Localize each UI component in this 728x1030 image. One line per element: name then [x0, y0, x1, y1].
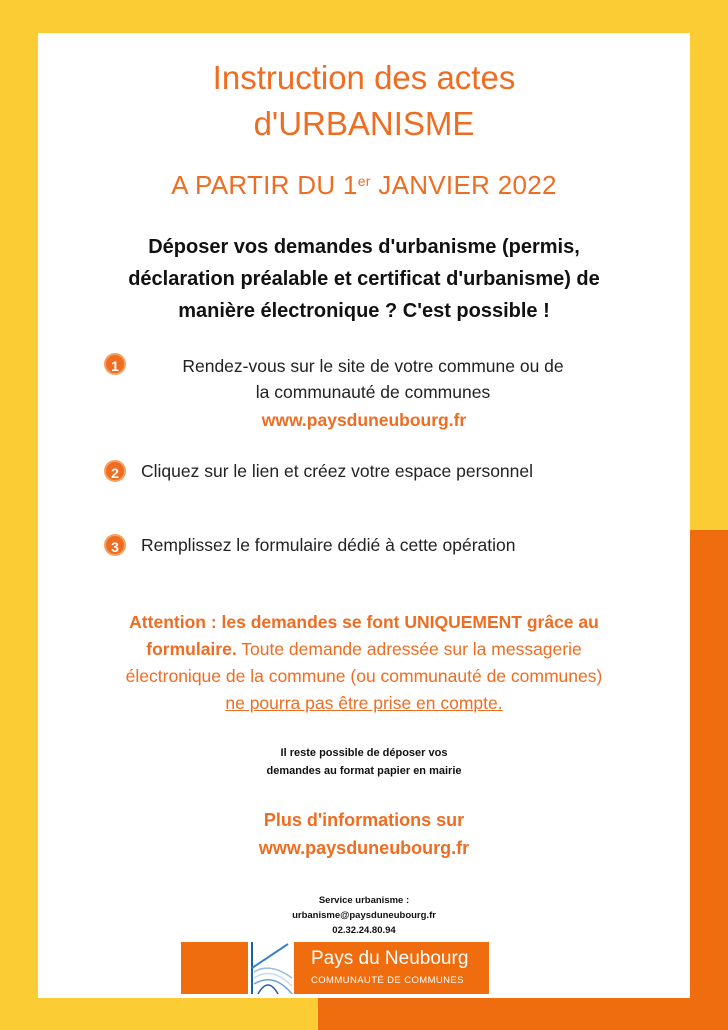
more-info-link[interactable]: www.paysduneubourg.fr	[258, 838, 470, 858]
step-3-number-icon: 3	[104, 534, 126, 556]
intro-line-1: Déposer vos demandes d'urbanisme (permis,	[148, 236, 580, 258]
step-1	[38, 351, 690, 431]
warning-underlined: ne pourra pas être prise en compte.	[225, 693, 503, 713]
step-2-number-icon: 2	[104, 460, 126, 482]
service-email[interactable]: urbanisme@paysduneubourg.fr	[292, 910, 436, 921]
step-2	[38, 458, 690, 488]
date-sup: er	[357, 173, 371, 189]
title-line-2: d'URBANISME	[253, 105, 475, 142]
title-line-1: Instruction des actes	[212, 59, 516, 96]
service-title: Service urbanisme :	[318, 895, 410, 906]
service-phone: 02.32.24.80.94	[332, 925, 396, 936]
paper-note	[38, 744, 690, 780]
step-1-website-link[interactable]: www.paysduneubourg.fr	[261, 410, 467, 430]
logo-subtitle: COMMUNAUTÉ DE COMMUNES	[311, 975, 464, 986]
warning-line-2-rest: Toute demande adressée sur la messagerie	[236, 639, 582, 659]
date-suffix: JANVIER 2022	[370, 170, 557, 200]
more-info-line-1: Plus d'informations sur	[263, 810, 465, 830]
intro-line-3: manière électronique ? C'est possible !	[178, 300, 550, 322]
start-date	[38, 170, 690, 201]
warning-bold-line-2: formulaire.	[146, 639, 237, 659]
step-3-text: Remplissez le formulaire dédié à cette opération	[141, 535, 516, 555]
intro-line-2: déclaration préalable et certificat d'urbanisme) de	[128, 268, 600, 290]
logo-mark-icon	[248, 942, 294, 994]
page-title	[38, 55, 690, 147]
logo-name: Pays du Neubourg	[311, 948, 469, 969]
warning-bold-line-1: Attention : les demandes se font UNIQUEMENT grâce au	[129, 612, 599, 632]
flyer-sheet	[38, 33, 690, 998]
intro-text	[38, 231, 690, 327]
step-1-line-2: la communauté de communes	[255, 382, 491, 402]
warning-notice	[38, 609, 690, 717]
step-3	[38, 532, 690, 562]
service-contact	[38, 893, 690, 938]
more-info	[38, 806, 690, 862]
pays-du-neubourg-logo	[181, 942, 489, 994]
paper-note-line-1: Il reste possible de déposer vos	[280, 747, 448, 759]
warning-line-3: électronique de la commune (ou communauté de communes)	[125, 666, 603, 686]
step-1-number-icon: 1	[104, 353, 126, 375]
step-1-line-1: Rendez-vous sur le site de votre commune ou de	[182, 356, 564, 376]
paper-note-line-2: demandes au format papier en mairie	[266, 765, 462, 777]
date-prefix: A PARTIR DU 1	[171, 170, 358, 200]
step-2-text: Cliquez sur le lien et créez votre espace personnel	[141, 461, 534, 481]
